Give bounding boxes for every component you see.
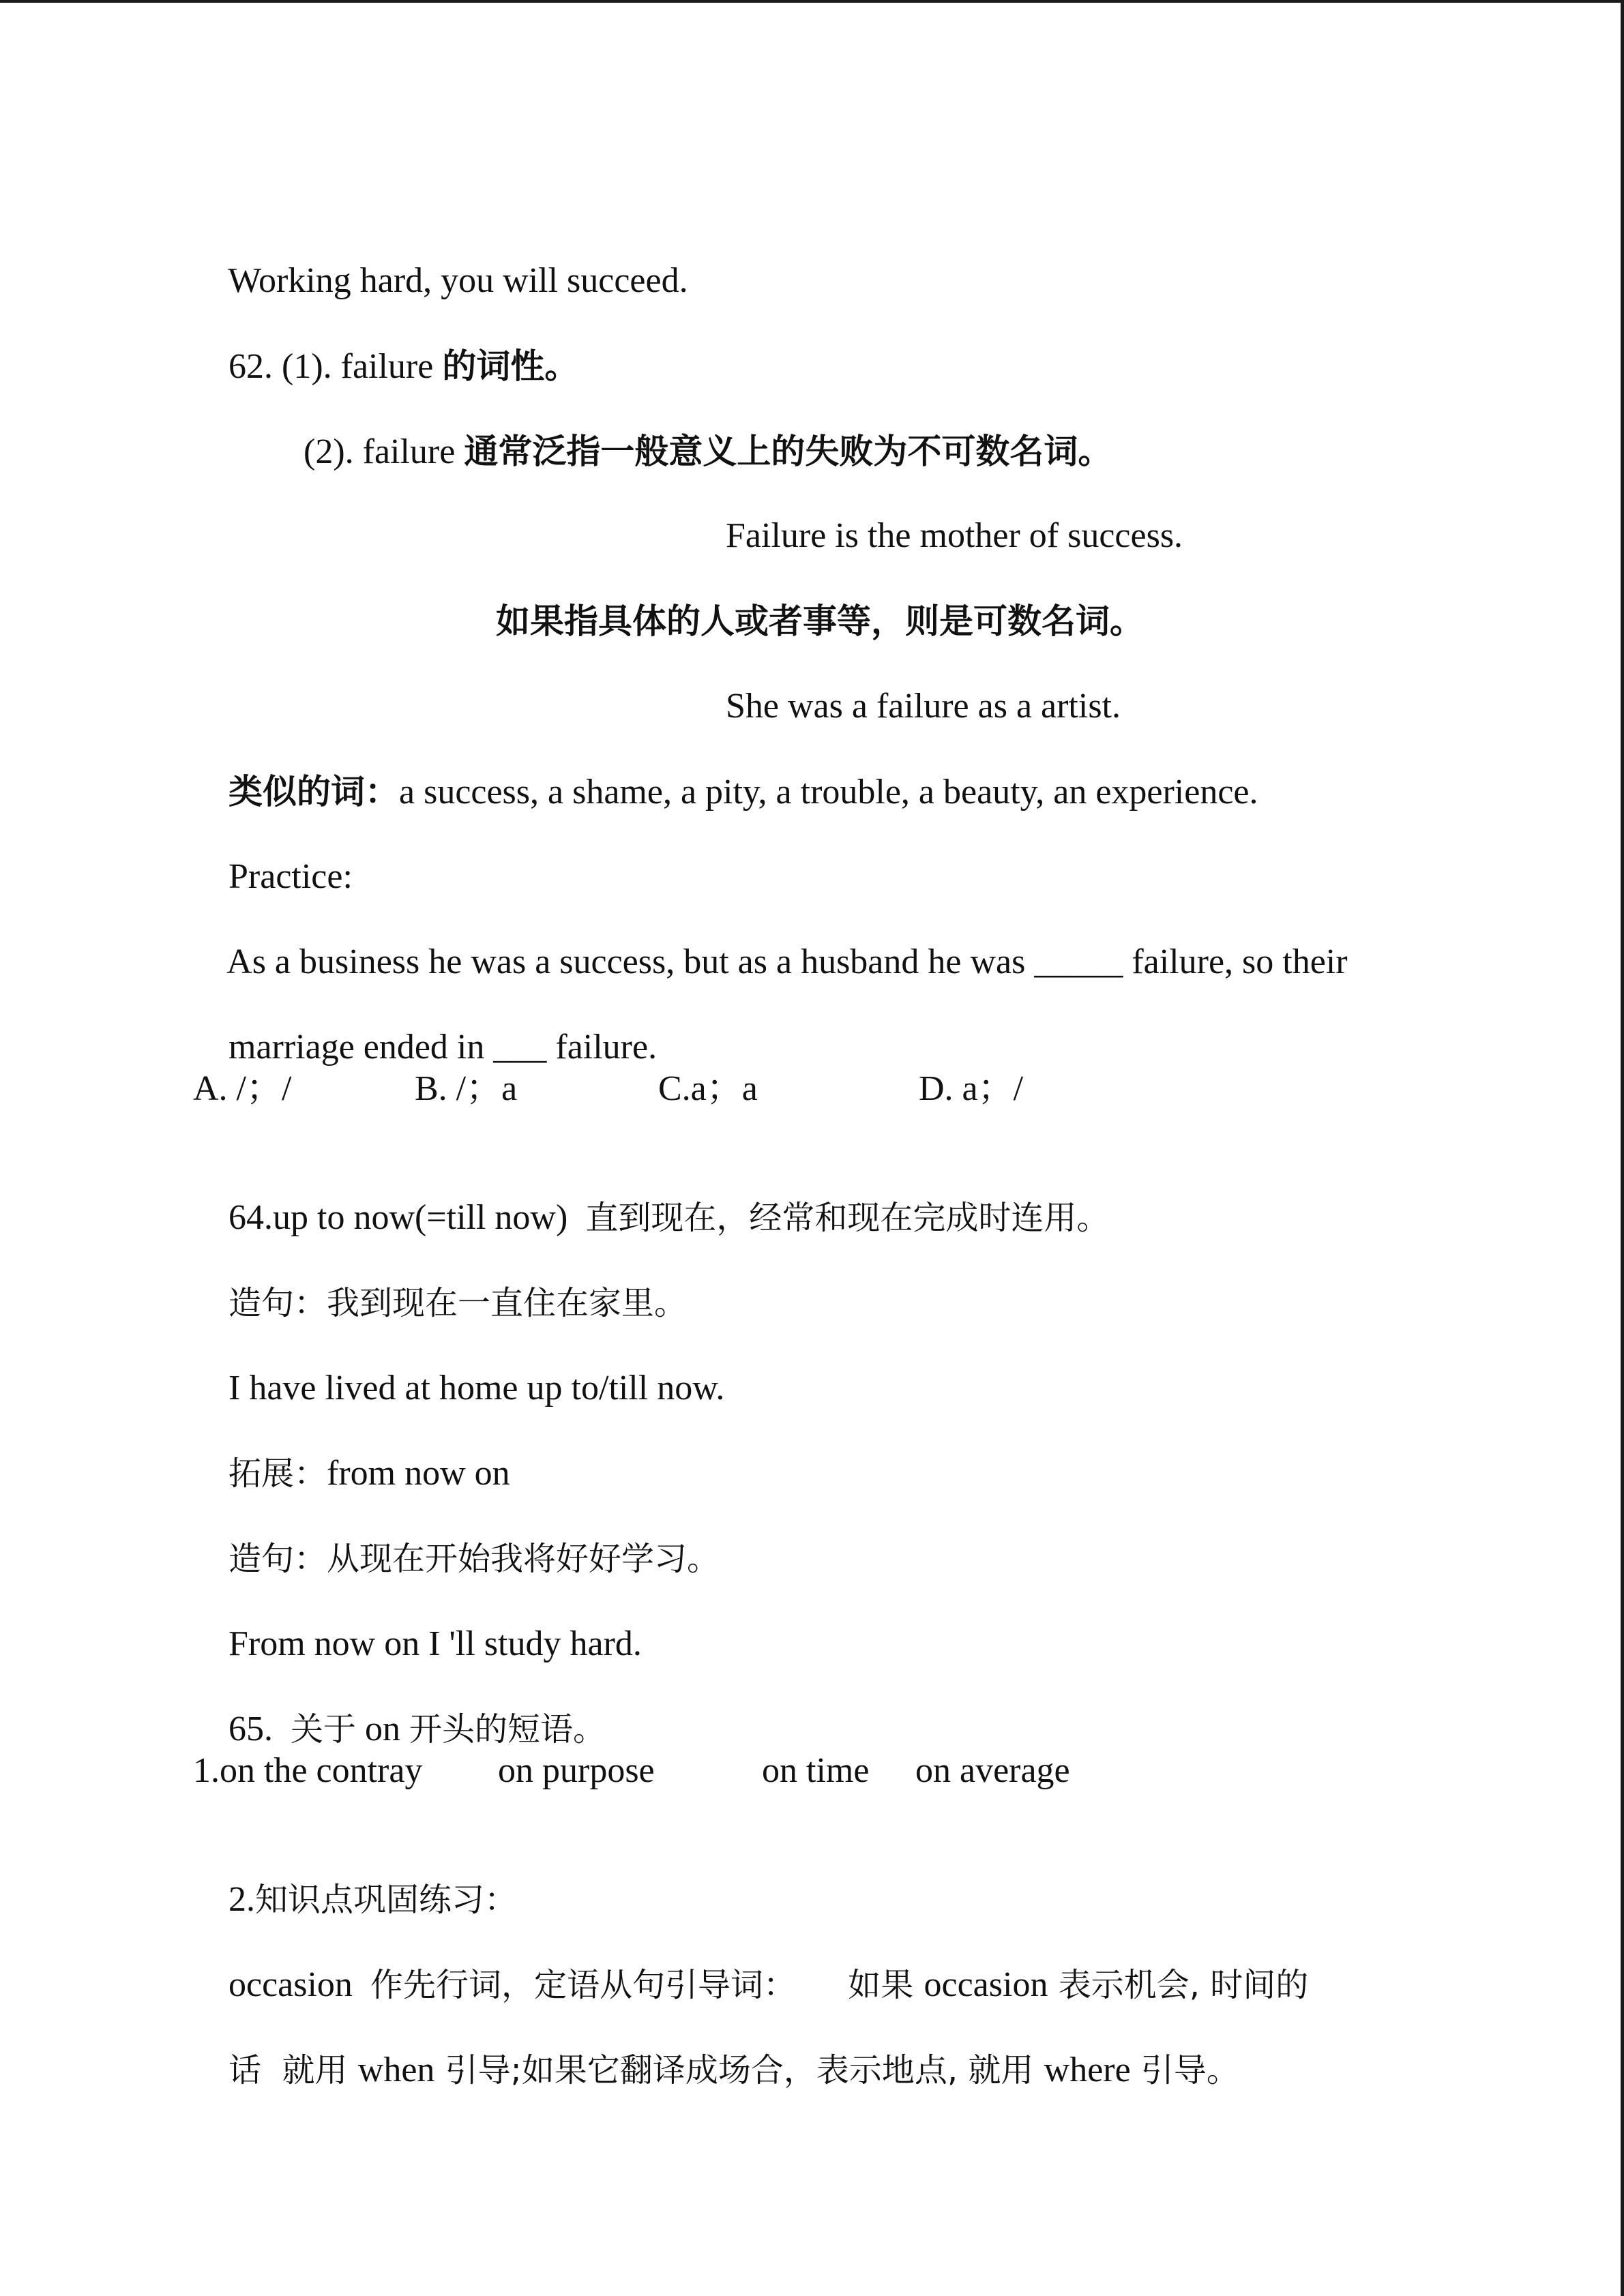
option-b: B. /；a — [415, 1069, 518, 1108]
example-sentence: From now on I 'll study hard. — [228, 1624, 642, 1663]
phrase-item: 1.on the contray — [193, 1751, 423, 1790]
option-a: A. /；/ — [193, 1069, 292, 1108]
page-border-top — [0, 0, 1624, 3]
practice-question: As a business he was a success, but as a husband he was _____ failure, so their — [226, 942, 1348, 981]
phrase-item: on average — [915, 1751, 1070, 1790]
item-64-heading: 64.up to now(=till now) 直到现在，经常和现在完成时连用。 — [228, 1198, 1110, 1237]
phrase-item: on purpose — [498, 1751, 655, 1790]
sentence-prompt: 造句：从现在开始我将好好学习。 — [228, 1540, 720, 1578]
rule-text: occasion 作先行词，定语从句引导词： 如果 occasion 表示机会, 时间的 — [228, 1965, 1309, 2004]
extension: 拓展：from now on — [228, 1454, 510, 1493]
practice-heading: Practice: — [228, 857, 353, 896]
rule-text: 如果指具体的人或者事等，则是可数名词。 — [496, 601, 1144, 641]
item-62-subpoint: (2). failure 通常泛指一般意义上的失败为不可数名词。 — [304, 432, 1112, 471]
example-sentence: Failure is the mother of success. — [726, 516, 1183, 555]
sentence-prompt: 造句：我到现在一直住在家里。 — [228, 1284, 688, 1322]
option-c: C.a；a — [658, 1069, 758, 1108]
practice-question-cont: marriage ended in ___ failure. — [228, 1028, 658, 1067]
item-62-heading: 62. (1). failure 的词性。 — [228, 346, 579, 386]
similar-words: 类似的词：a success, a shame, a pity, a trouble, a beauty, an experience. — [228, 772, 1258, 811]
phrase-item: on time — [762, 1751, 870, 1790]
example-sentence: She was a failure as a artist. — [726, 687, 1121, 726]
item-65-heading: 65. 关于 on 开头的短语。 — [228, 1710, 606, 1748]
practice-heading: 2.知识点巩固练习： — [228, 1880, 518, 1919]
rule-text-cont: 话 就用 when 引导;如果它翻译成场合，表示地点, 就用 where 引导。 — [228, 2051, 1239, 2089]
text-line: Working hard, you will succeed. — [228, 261, 688, 300]
example-sentence: I have lived at home up to/till now. — [228, 1369, 725, 1407]
page-border-right — [1621, 0, 1624, 2296]
option-d: D. a；/ — [919, 1069, 1024, 1108]
